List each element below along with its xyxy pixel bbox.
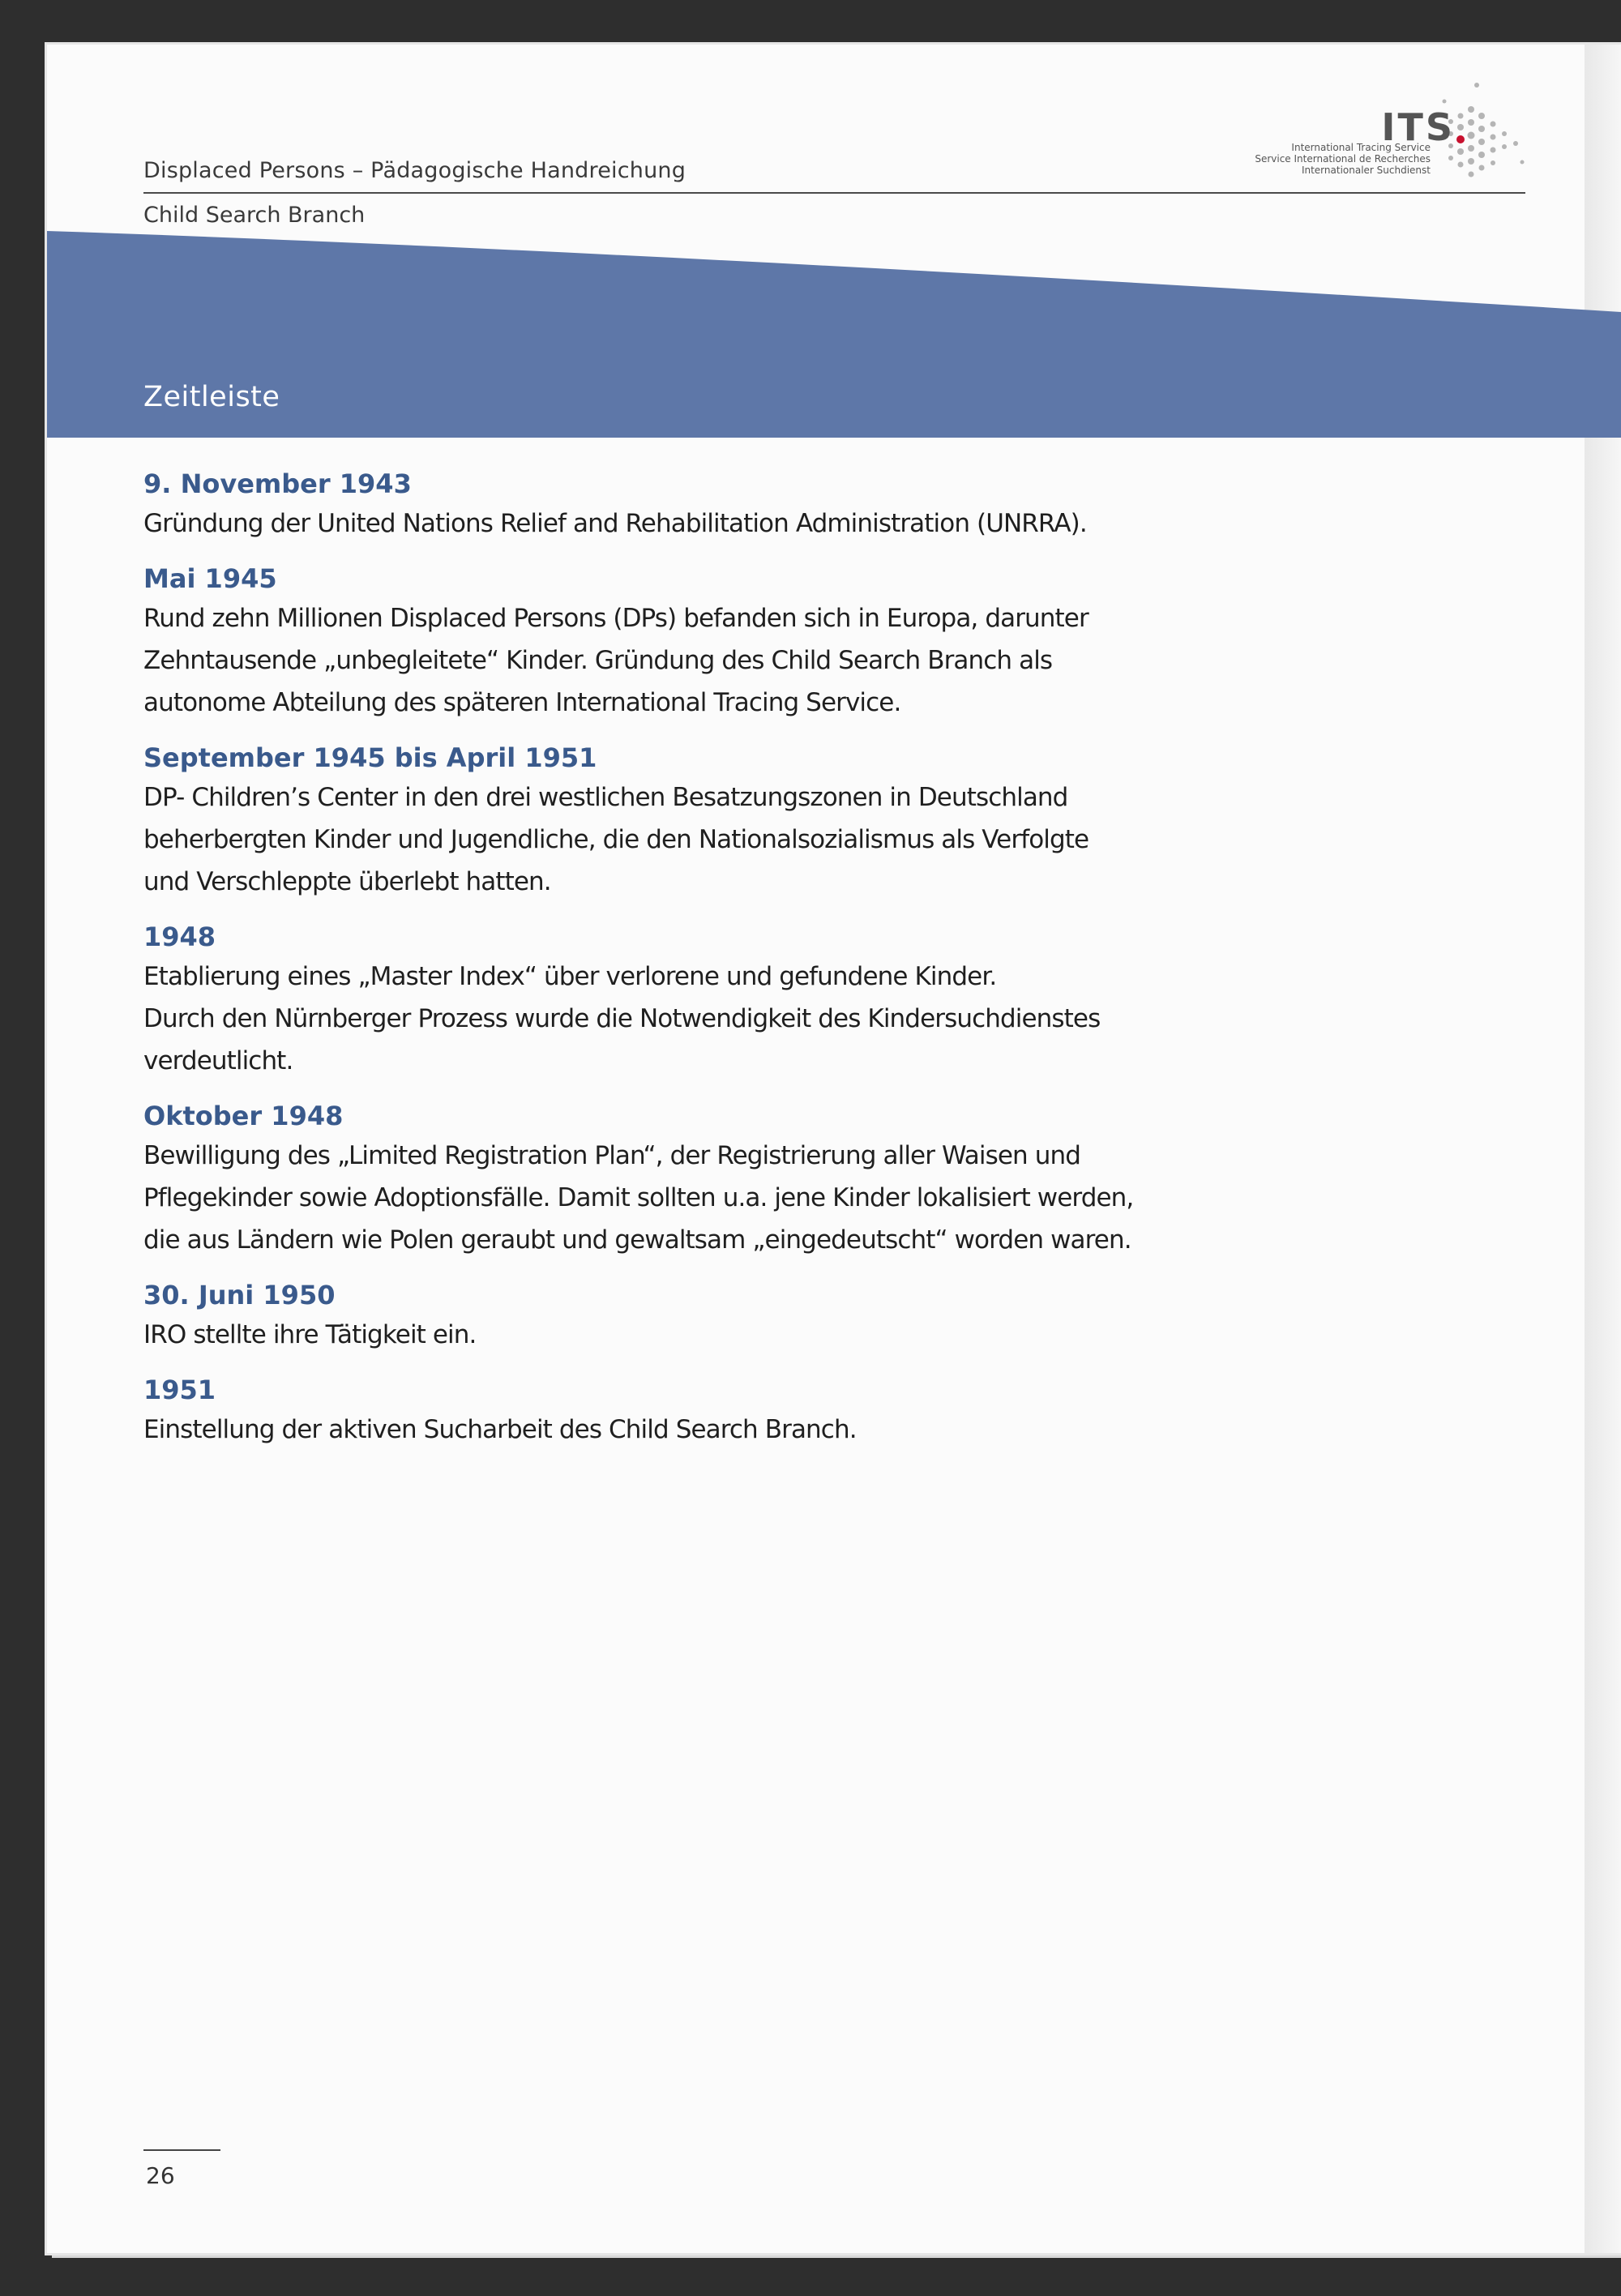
timeline-entry: [143, 563, 1197, 724]
logo-acronym: ITS: [1381, 105, 1455, 149]
entry-date: 30. Juni 1950: [143, 1280, 336, 1310]
entry-text: Etablierung eines „Master Index“ über verlorene und gefundene Kinder. Durch den Nürnberger Prozess wurde die Notwendigkeit des Kindersuchdienstes verdeutlicht.: [143, 962, 1101, 1075]
entry-date: 9. November 1943: [143, 468, 412, 499]
timeline: [143, 468, 1197, 1469]
entry-date: 1948: [143, 921, 216, 952]
entry-text: Einstellung der aktiven Sucharbeit des Child Search Branch.: [143, 1415, 857, 1444]
entry-text: IRO stellte ihre Tätigkeit ein.: [143, 1320, 477, 1349]
page-number-rule: [143, 2149, 220, 2151]
entry-text: DP- Children’s Center in den drei westlichen Besatzungszonen in Deutschland beherbergten Kinder und Jugendliche, die den Nationalsozialismus als Verfolgte und Verschleppte überlebt hatten.: [143, 783, 1089, 896]
section-label: Child Search Branch: [143, 203, 366, 228]
timeline-entry: [143, 742, 1197, 903]
entry-date: September 1945 bis April 1951: [143, 742, 597, 773]
entry-text: Gründung der United Nations Relief and Rehabilitation Administration (UNRRA).: [143, 509, 1087, 538]
title-band: [47, 231, 1621, 438]
section-title: Zeitleiste: [143, 381, 280, 413]
entry-date: Mai 1945: [143, 563, 277, 594]
timeline-entry: [143, 1375, 1197, 1451]
logo-line-english: International Tracing Service: [1291, 142, 1431, 153]
entry-date: 1951: [143, 1375, 216, 1405]
timeline-entry: [143, 468, 1197, 545]
page-number: 26: [146, 2162, 175, 2189]
timeline-entry: [143, 921, 1197, 1082]
timeline-entry: [143, 1280, 1197, 1356]
running-head: Displaced Persons – Pädagogische Handreichung: [143, 158, 686, 183]
entry-date: Oktober 1948: [143, 1101, 344, 1131]
entry-text: Rund zehn Millionen Displaced Persons (DPs) befanden sich in Europa, darunter Zehntausende „unbegleitete“ Kinder. Gründung des Child Search Branch als autonome Abteilung des späteren International Tracing Service.: [143, 604, 1089, 717]
logo-line-german: Internationaler Suchdienst: [1301, 165, 1431, 176]
header-rule: [143, 192, 1525, 194]
its-logo: [1240, 77, 1532, 190]
logo-line-french: Service International de Recherches: [1255, 153, 1431, 165]
timeline-entry: [143, 1101, 1197, 1261]
entry-text: Bewilligung des „Limited Registration Plan“, der Registrierung aller Waisen und Pflegekinder sowie Adoptionsfälle. Damit sollten u.a. jene Kinder lokalisiert werden, die aus Ländern wie Polen geraubt und gewaltsam „eingedeutscht“ worden waren.: [143, 1141, 1134, 1255]
